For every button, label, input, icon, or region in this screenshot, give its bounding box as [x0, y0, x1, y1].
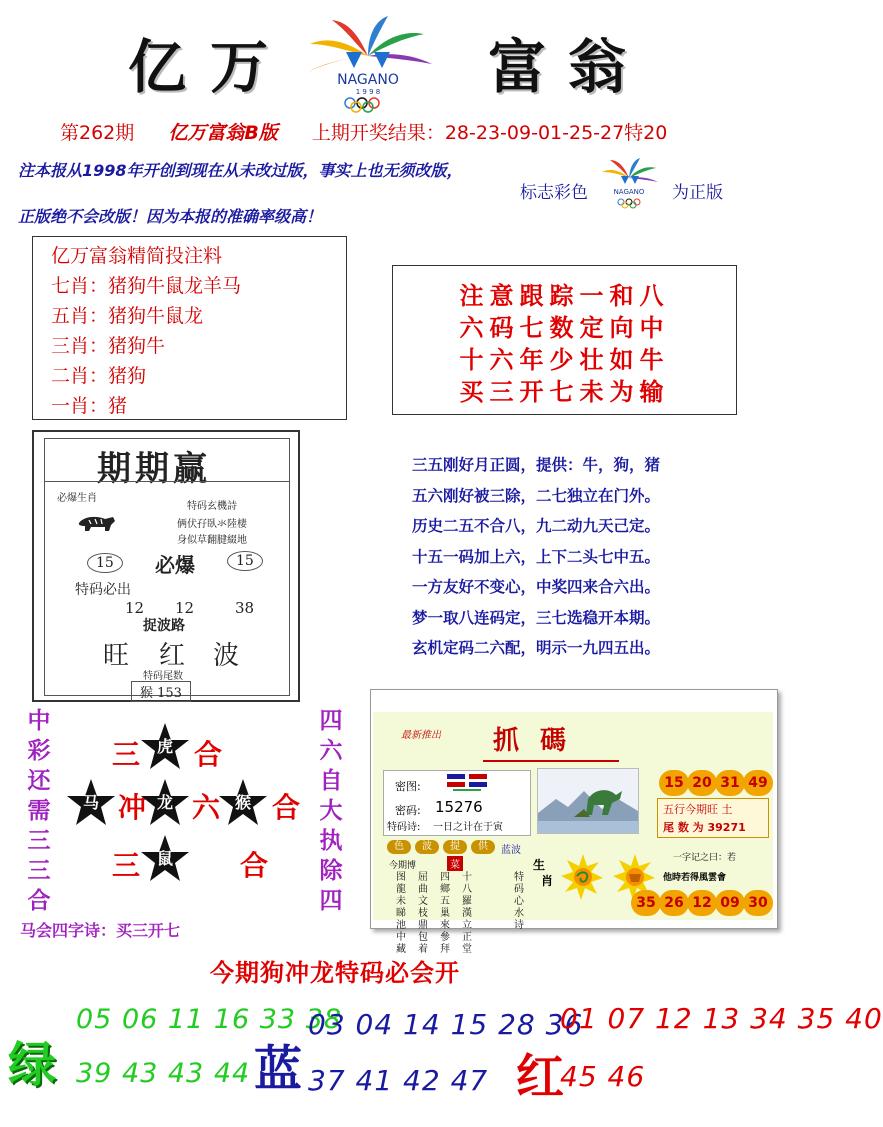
panel-title: 抓 碼	[493, 726, 573, 756]
star-row3-left: 三	[112, 849, 141, 882]
green-label: 绿	[8, 1037, 57, 1093]
left-vertical-char: 还	[27, 767, 51, 794]
verse-col-3: 四鄉五巢來參拜	[440, 872, 450, 955]
qiqi-ying-box	[32, 430, 300, 702]
qiqi-hong: 红	[159, 641, 186, 671]
landscape-image	[537, 768, 639, 834]
title-char-wan: 万	[210, 33, 269, 101]
issue-number: 第262期	[60, 122, 135, 144]
qiqi-num-right: 15	[227, 551, 263, 571]
logo-text: NAGANO	[337, 72, 399, 88]
nagano-logo	[288, 12, 448, 112]
qiqi-inner-frame	[44, 438, 290, 701]
qiqi-number-2: 12	[175, 599, 195, 617]
poem-line-7: 玄机定码二六配，明示一九四五出。	[412, 639, 661, 657]
poem-line-3: 历史二五不合八，九二动九天己定。	[412, 517, 661, 535]
shixiao-text: 他時若得風雲會	[663, 873, 727, 883]
poem-line-6: 梦一取八连码定，三七选稳开本期。	[412, 608, 661, 627]
zodiac-row-five: 五肖：猪狗牛鼠龙	[51, 305, 204, 327]
zodiac-box	[32, 236, 347, 420]
star-row2-liu: 六	[192, 791, 221, 824]
tag-bo: 波	[415, 840, 439, 854]
mima-value: 15276	[435, 798, 483, 816]
small-flower-icon	[596, 156, 662, 212]
zodiac-row-one: 一肖：猪	[51, 395, 128, 417]
title-char-weng: 翁	[568, 33, 627, 101]
poem-block	[412, 450, 660, 664]
zhuama-panel	[370, 689, 778, 955]
genuine-label-right: 为正版	[672, 183, 723, 203]
qiqi-bolu: 捉波路	[143, 618, 185, 634]
bottom-ball-3: 12	[687, 890, 717, 916]
svg-text:NAGANO: NAGANO	[613, 188, 645, 196]
qiqi-num-left: 15	[87, 553, 123, 573]
yizi-text: 一字记之曰：若	[673, 853, 737, 863]
qiqi-title: 期期赢	[97, 449, 211, 489]
title-char-yi: 亿	[128, 33, 187, 101]
xiao-label: 肖	[541, 874, 554, 888]
right-vertical-char: 四	[319, 887, 343, 914]
right-vertical-char: 六	[319, 737, 343, 764]
message-row-2: 六码七数定向中	[459, 313, 670, 342]
star-char: 马	[82, 793, 99, 812]
tag-se: 色	[387, 840, 411, 854]
tema-poem-value: 一日之计在于寅	[433, 822, 503, 833]
star-char: 猴	[234, 793, 251, 812]
star-char: 龙	[156, 793, 173, 812]
genuine-label-left: 标志彩色	[520, 183, 588, 203]
zodiac-row-seven: 七肖：猪狗牛鼠龙羊马	[51, 275, 242, 297]
weishu-text: 尾 数 为 39271	[663, 821, 746, 834]
left-vertical-char: 合	[27, 887, 51, 914]
qiqi-right-title: 特码玄機詩	[187, 501, 237, 512]
horse-poem: 马会四字诗：买三开七	[20, 921, 181, 940]
right-vertical-char: 大	[319, 797, 343, 824]
top-ball-2: 20	[687, 770, 717, 796]
left-vertical-text	[24, 706, 54, 916]
top-ball-3: 31	[715, 770, 745, 796]
qiqi-number-1: 12	[125, 599, 145, 617]
jinqi-label: 今期博	[389, 861, 417, 871]
wuxing-text: 五行今期旺 土	[663, 803, 733, 816]
left-vertical-char: 彩	[27, 737, 51, 764]
verse-col-2: 屈曲文枝鼎包着	[418, 872, 428, 955]
tag-gong: 供	[471, 840, 495, 854]
blue-wave-label: 蓝波	[501, 845, 521, 856]
zodiac-row-three: 三肖：猪狗牛	[51, 335, 166, 357]
left-vertical-char: 三	[27, 827, 51, 854]
mitu-image	[445, 772, 489, 798]
poem-line-5: 一方友好不变心，中奖四来合六出。	[412, 578, 661, 596]
bottom-ball-2: 26	[659, 890, 689, 916]
star-row2-chong: 冲	[118, 791, 147, 824]
star-row3-right: 合	[240, 849, 269, 882]
poem-line-1: 三五刚好月正圆，提供：牛，狗，猪	[412, 456, 661, 474]
mitu-label: 密图:	[395, 780, 421, 793]
nagano-flower-icon	[288, 12, 448, 112]
bottom-ball-5: 30	[743, 890, 773, 916]
bottom-ball-1: 35	[631, 890, 661, 916]
zodiac-row-title: 亿万富翁精简投注料	[51, 245, 223, 267]
tema-poem-label: 特码诗:	[387, 822, 421, 833]
right-vertical-char: 除	[319, 857, 343, 884]
qiqi-right-line-2: 身似草翻腱綴地	[177, 535, 247, 546]
logo-year: 1 9 9 8	[355, 88, 381, 96]
tiger-icon	[75, 511, 119, 539]
star-char: 虎	[156, 737, 173, 756]
green-numbers-row-2: 39 43 43 44	[76, 1058, 251, 1089]
top-ball-4: 49	[743, 770, 773, 796]
bottom-ball-4: 09	[715, 890, 745, 916]
mima-label: 密码:	[395, 804, 421, 817]
blue-numbers-row-2: 37 41 42 47	[308, 1064, 489, 1097]
qiqi-bo: 波	[213, 641, 240, 671]
star-dragon	[140, 778, 190, 828]
star-char: 鼠	[156, 849, 173, 868]
message-row-4: 买三开七未为输	[459, 377, 670, 406]
last-result: 上期开奖结果：28-23-09-01-25-27特20	[311, 122, 668, 144]
qiqi-hou: 猴 153	[131, 681, 191, 702]
verse-col-4: 十八羅漢立正堂	[462, 872, 472, 955]
qiqi-bibao: 必爆	[155, 553, 195, 577]
issue-line	[60, 118, 695, 145]
note-line-2: 正版绝不会改版！因为本报的准确率级高！	[18, 207, 323, 226]
qiqi-wang: 旺	[103, 641, 130, 671]
star-row1-left: 三	[112, 738, 141, 771]
qiqi-number-3: 38	[235, 599, 255, 617]
issue-edition: 亿万富翁B版	[168, 122, 278, 144]
panel-inner	[373, 712, 773, 955]
message-row-3: 十六年少壮如牛	[459, 345, 670, 374]
right-vertical-char: 执	[319, 827, 343, 854]
blue-label: 蓝	[254, 1041, 303, 1097]
title-underline	[483, 760, 619, 762]
top-ball-1: 15	[659, 770, 689, 796]
qiqi-weishu: 特码尾数	[143, 671, 183, 682]
qiqi-right-line-1: 俩伏孖臥氺陸棲	[177, 519, 247, 530]
zodiac-row-two: 二肖：猪狗	[51, 365, 147, 387]
left-vertical-char: 需	[27, 797, 51, 824]
right-vertical-char: 四	[319, 707, 343, 734]
left-vertical-char: 三	[27, 857, 51, 884]
qiqi-left-label: 必爆生肖	[57, 493, 97, 504]
qiqi-divider	[45, 481, 289, 482]
red-numbers-row-2: 45 46	[560, 1060, 646, 1093]
right-vertical-text	[316, 706, 346, 916]
note-line-1: 注本报从1998年开创到现在从未改过版，事实上也无须改版，	[18, 161, 463, 180]
cai-badge: 菜	[447, 856, 463, 871]
star-row1-right: 合	[194, 738, 223, 771]
star-row2-he: 合	[272, 791, 301, 824]
right-vertical-char: 自	[319, 767, 343, 794]
red-label: 红	[516, 1049, 565, 1105]
tag-ti: 提	[443, 840, 467, 854]
panel-latest: 最新推出	[401, 730, 441, 741]
star-tiger	[140, 722, 190, 772]
verse-col-5: 特码心水诗	[514, 872, 524, 931]
left-vertical-char: 中	[27, 707, 51, 734]
bottom-headline: 今期狗冲龙特码必会开	[210, 959, 460, 987]
qiqi-tema: 特码必出	[75, 582, 131, 598]
small-nagano-logo	[596, 156, 662, 212]
star-monkey	[218, 778, 268, 828]
verse-col-1: 图龍未睇池中藏	[396, 872, 406, 955]
star-horse	[66, 778, 116, 828]
poem-line-2: 五六刚好被三除，二七独立在门外。	[412, 486, 661, 505]
red-numbers-row-1: 01 07 12 13 34 35 40	[560, 1002, 883, 1035]
sheng-label: 生	[533, 858, 546, 872]
title-char-fu: 富	[488, 33, 547, 101]
blue-numbers-row-1: 03 04 14 15 28 36	[308, 1008, 584, 1041]
star-rat	[140, 834, 190, 884]
message-row-1: 注意跟踪一和八	[459, 281, 670, 310]
green-numbers-row-1: 05 06 11 16 33 38	[76, 1004, 343, 1035]
message-box	[392, 265, 737, 415]
poem-line-4: 十五一码加上六，上下二头七中五。	[412, 547, 661, 566]
